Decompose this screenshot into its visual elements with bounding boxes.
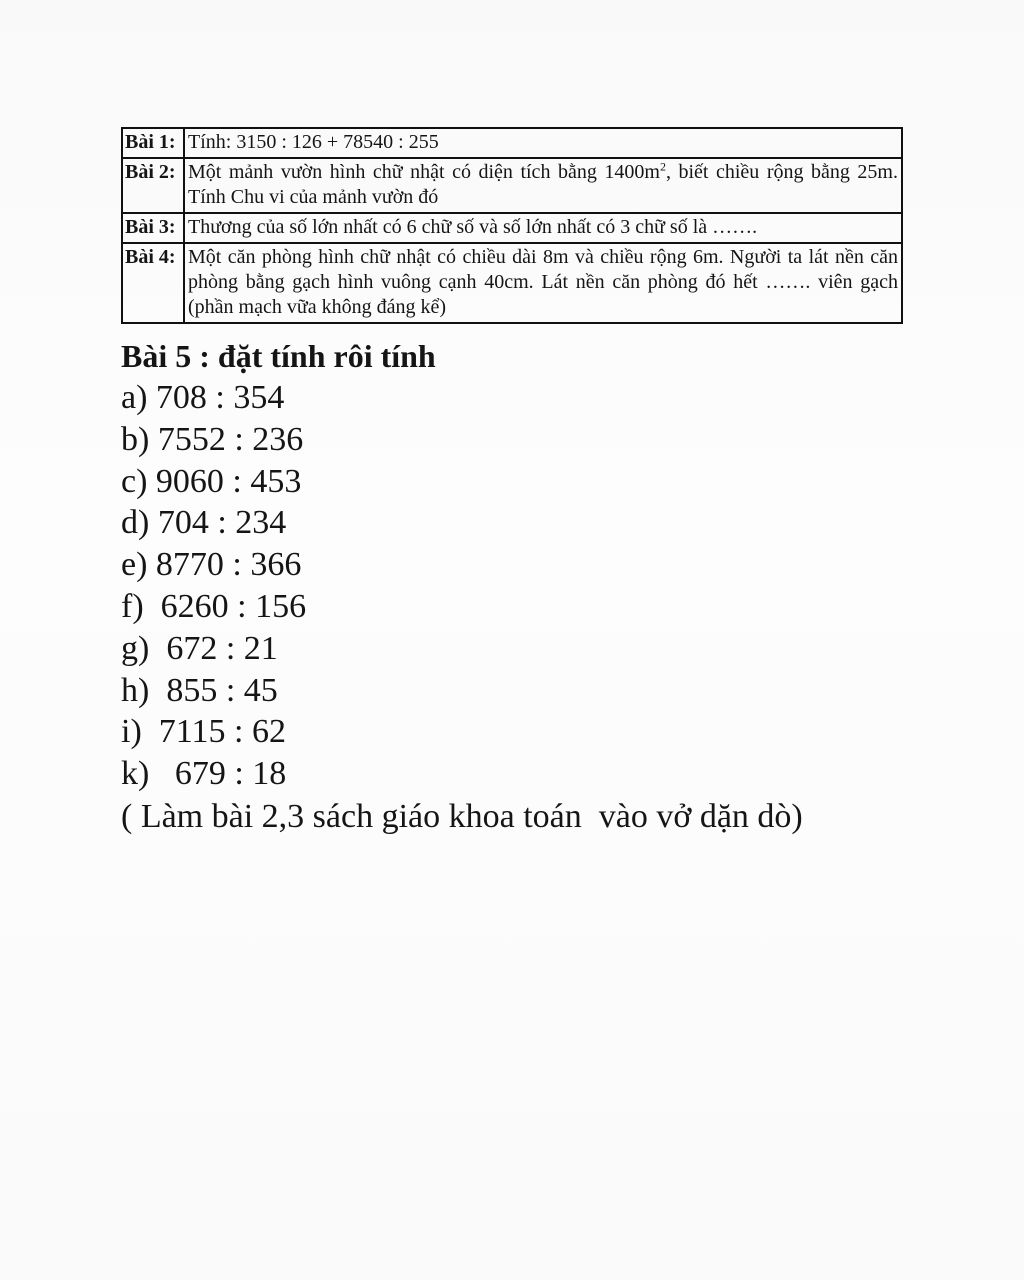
list-item: a) 708 : 354 xyxy=(121,379,285,416)
exercise-text: Tính: 3150 : 126 + 78540 : 255 xyxy=(184,128,902,158)
list-item: h) 855 : 45 xyxy=(121,671,278,709)
exercise-label: Bài 4: xyxy=(122,243,184,323)
superscript: 2 xyxy=(659,159,666,174)
table-row xyxy=(122,128,902,158)
exercise-text: Một căn phòng hình chữ nhật có chiều dài 8m và chiều rộng 6m. Người ta lát nền căn phòng bằng gạch hình vuông cạnh 40cm. Lát nền căn phòng đó hết ……. viên gạch (phần mạch vữa không đáng kể) xyxy=(184,243,902,323)
list-item: b) 7552 : 236 xyxy=(121,420,304,458)
exercise-text xyxy=(184,158,902,213)
list-item: c) 9060 : 453 xyxy=(121,462,302,500)
exercise-text-part: Một mảnh vườn hình chữ nhật có diện tích bằng 1400m xyxy=(188,161,660,183)
homework-note: ( Làm bài 2,3 sách giáo khoa toán vào vở dặn dò) xyxy=(121,798,803,835)
list-item: f) 6260 : 156 xyxy=(121,587,307,625)
list-item: i) 7115 : 62 xyxy=(121,713,286,751)
list-item: d) 704 : 234 xyxy=(121,504,287,542)
bai5-heading: Bài 5 : đặt tính rôi tính xyxy=(121,338,436,374)
table-row xyxy=(122,243,902,323)
list-item: g) 672 : 21 xyxy=(121,629,278,667)
list-item: e) 8770 : 366 xyxy=(121,546,302,584)
table-row xyxy=(122,158,902,213)
exercise-label: Bài 3: xyxy=(122,213,184,243)
division-problem-list xyxy=(121,377,306,795)
exercise-label: Bài 1: xyxy=(122,128,184,158)
exercise-label: Bài 2: xyxy=(122,158,184,213)
table-row xyxy=(122,213,902,243)
exercise-text-part: , biết chiều rộng bằng 25m. Tính Chu vi của mảnh vườn đó xyxy=(188,161,898,208)
list-item: k) 679 : 18 xyxy=(121,755,287,793)
exercise-text: Thương của số lớn nhất có 6 chữ số và số lớn nhất có 3 chữ số là ……. xyxy=(184,213,902,243)
exercise-table xyxy=(121,127,903,324)
